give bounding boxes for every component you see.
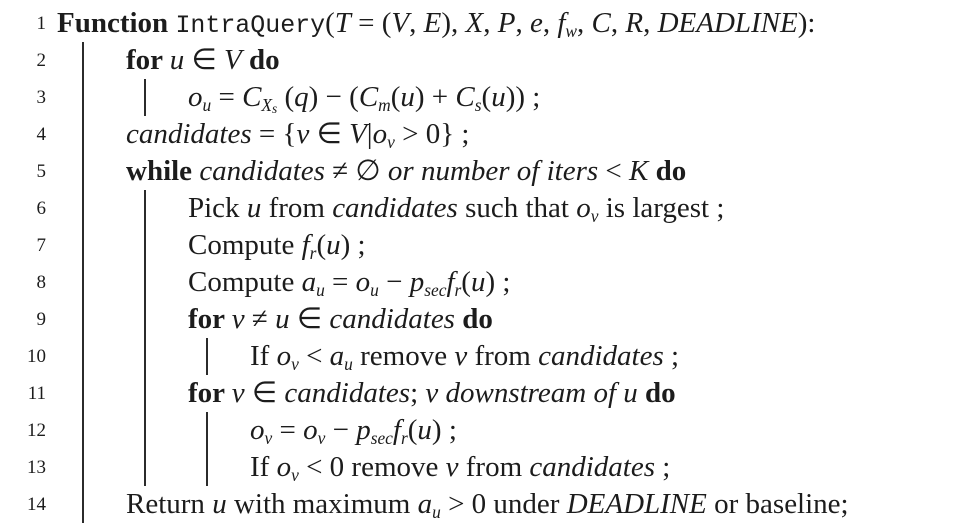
code-segment: v <box>454 340 468 372</box>
code-segment: o <box>576 192 591 224</box>
code-segment: with maximum <box>226 488 418 520</box>
code-segment: ≠ ∅ <box>324 155 388 187</box>
code-segment: f <box>446 266 455 298</box>
code-segment: f <box>557 7 566 39</box>
algorithm-line-13 <box>0 449 968 486</box>
code-segment: ( <box>325 7 335 39</box>
code-segment: = { <box>251 118 297 150</box>
code-segment: for <box>188 377 232 409</box>
code-segment: V <box>224 44 242 76</box>
code-segment: ( <box>461 266 471 298</box>
indent-pad <box>57 153 82 190</box>
code-segment: from <box>467 340 539 372</box>
block-rule <box>144 227 188 264</box>
block-rule <box>206 338 250 375</box>
code-segment: u <box>275 303 290 335</box>
code-segment: IntraQuery <box>175 12 326 40</box>
code-text <box>250 412 457 449</box>
code-segment: candidates <box>329 303 455 335</box>
line-number: 6 <box>36 198 46 219</box>
code-segment: or number of iters <box>387 155 599 187</box>
code-segment: E <box>423 7 442 39</box>
code-segment: from <box>458 451 530 483</box>
line-number: 3 <box>36 87 46 108</box>
code-segment: = <box>211 81 243 113</box>
code-text <box>188 79 540 116</box>
code-text <box>250 449 670 486</box>
code-segment: Function <box>57 7 176 39</box>
block-rule <box>82 227 144 264</box>
algorithm-line-5 <box>0 153 968 190</box>
code-segment: sec <box>370 428 393 449</box>
code-text <box>188 375 676 412</box>
block-rule <box>144 412 206 449</box>
code-segment: K <box>629 155 649 187</box>
algorithm-line-10 <box>0 338 968 375</box>
code-segment: , <box>515 7 530 39</box>
code-text <box>188 227 366 264</box>
code-segment: ) + <box>414 81 456 113</box>
code-segment: o <box>276 451 292 483</box>
code-segment: ( <box>481 81 492 113</box>
code-segment: remove <box>352 340 455 372</box>
code-segment: from <box>261 192 333 224</box>
block-rule <box>82 375 144 412</box>
algorithm-line-14 <box>0 486 968 523</box>
indent-pad <box>57 338 82 375</box>
code-segment: candidates <box>332 192 458 224</box>
code-segment: o <box>188 81 203 113</box>
code-text <box>126 486 849 523</box>
code-segment: = ( <box>350 7 392 39</box>
line-number: 2 <box>36 50 46 71</box>
code-segment: < 0 remove <box>298 451 446 483</box>
block-rule <box>82 42 126 79</box>
code-segment: u <box>370 280 379 301</box>
code-segment: candidates <box>126 118 252 150</box>
block-rule <box>144 338 206 375</box>
code-segment: do <box>454 303 493 335</box>
code-segment: , <box>577 7 592 39</box>
line-number: 11 <box>27 383 46 404</box>
code-segment: or baseline; <box>706 488 849 520</box>
code-segment: o <box>372 118 388 150</box>
code-segment: ( <box>390 81 401 113</box>
code-segment: o <box>250 414 265 446</box>
line-number: 14 <box>27 494 46 515</box>
code-segment: ) ; <box>340 229 366 261</box>
code-segment: v downstream of u <box>425 377 638 409</box>
block-rule <box>82 79 144 116</box>
code-text <box>188 264 510 301</box>
code-segment: a <box>417 488 433 520</box>
code-segment: > 0 under <box>440 488 567 520</box>
code-segment: u <box>212 488 227 520</box>
code-segment: u <box>417 414 432 446</box>
code-segment: candidates <box>284 377 411 409</box>
code-segment: DEADLINE <box>657 7 798 39</box>
code-segment: ) − ( <box>308 81 359 113</box>
code-segment: w <box>565 21 578 42</box>
code-segment: v <box>291 465 299 486</box>
code-segment: V <box>391 7 410 39</box>
block-rule <box>82 116 126 153</box>
code-segment: = <box>272 414 304 446</box>
code-segment: u <box>400 81 415 113</box>
algorithm-line-12 <box>0 412 968 449</box>
block-rule <box>82 301 144 338</box>
code-text <box>57 5 815 42</box>
code-segment: V <box>349 118 367 150</box>
line-number: 7 <box>36 235 46 256</box>
code-segment: ; <box>663 340 680 372</box>
code-segment: ; <box>410 377 426 409</box>
indent-pad <box>57 227 82 264</box>
code-segment: < <box>298 340 330 372</box>
code-segment: candidates <box>529 451 656 483</box>
code-segment: If <box>250 451 277 483</box>
code-segment: ) ; <box>431 414 457 446</box>
code-segment: u <box>202 95 212 116</box>
code-segment: )) ; <box>505 81 541 113</box>
code-text <box>126 153 686 190</box>
code-segment: is largest ; <box>598 192 725 224</box>
indent-pad <box>57 301 82 338</box>
line-number: 13 <box>27 457 46 478</box>
code-segment: o <box>303 414 318 446</box>
algorithm-line-3 <box>0 79 968 116</box>
code-segment: ∈ <box>289 303 330 335</box>
block-rule <box>206 449 250 486</box>
code-segment: u <box>432 502 441 523</box>
code-segment: − <box>378 266 410 298</box>
code-segment: v <box>445 451 459 483</box>
code-text <box>188 301 493 338</box>
code-segment: u <box>326 229 341 261</box>
code-segment: v <box>231 303 245 335</box>
code-segment: sec <box>424 280 447 301</box>
code-segment: ( <box>316 229 327 261</box>
code-segment: C <box>242 81 262 113</box>
code-segment: ∈ <box>244 377 285 409</box>
code-segment: = <box>324 266 356 298</box>
code-segment: | <box>366 118 373 150</box>
block-rule <box>144 449 206 486</box>
code-segment: s <box>474 95 482 116</box>
code-segment: P <box>497 7 516 39</box>
code-segment: a <box>301 266 317 298</box>
code-segment: C <box>455 81 475 113</box>
code-segment: ( <box>277 81 295 113</box>
code-segment: a <box>329 340 345 372</box>
code-segment: ( <box>407 414 418 446</box>
code-segment: v <box>590 206 599 227</box>
code-segment: Compute <box>188 229 302 261</box>
algorithm-line-9 <box>0 301 968 338</box>
code-segment: v <box>231 377 245 409</box>
code-segment: X <box>465 7 484 39</box>
block-rule <box>144 190 188 227</box>
code-segment: u <box>470 266 486 298</box>
line-number: 4 <box>36 124 46 145</box>
algorithm-line-1 <box>0 5 968 42</box>
code-segment: f <box>392 414 401 446</box>
code-segment: ), <box>441 7 466 39</box>
algorithm-line-7 <box>0 227 968 264</box>
code-segment: r <box>454 280 462 301</box>
code-segment: o <box>276 340 292 372</box>
code-segment: p <box>409 266 425 298</box>
algorithm-line-8 <box>0 264 968 301</box>
code-segment: q <box>294 81 309 113</box>
code-segment: ≠ <box>244 303 276 335</box>
code-segment: ) ; <box>485 266 511 298</box>
code-segment: C <box>358 81 379 113</box>
code-segment: v <box>264 428 273 449</box>
indent-pad <box>57 375 82 412</box>
code-segment: u <box>246 192 262 224</box>
block-rule <box>144 79 188 116</box>
code-segment: candidates <box>199 155 325 187</box>
code-segment: ; <box>655 451 671 483</box>
code-segment: v <box>387 132 395 153</box>
block-rule <box>144 375 188 412</box>
code-segment: while <box>126 155 200 187</box>
block-rule <box>82 486 126 523</box>
code-segment: Pick <box>188 192 247 224</box>
code-segment: for <box>126 44 170 76</box>
indent-pad <box>57 412 82 449</box>
algorithm-line-11 <box>0 375 968 412</box>
code-segment: Return <box>126 488 213 520</box>
block-rule <box>82 449 144 486</box>
code-segment: do <box>637 377 676 409</box>
code-text <box>188 190 724 227</box>
block-rule <box>144 264 188 301</box>
code-segment: Compute <box>188 266 302 298</box>
code-segment: , <box>542 7 558 39</box>
code-segment: − <box>325 414 357 446</box>
code-segment: v <box>296 118 310 150</box>
block-rule <box>82 412 144 449</box>
code-segment: , <box>610 7 626 39</box>
indent-pad <box>57 486 82 523</box>
indent-pad <box>57 264 82 301</box>
code-segment: < <box>598 155 630 187</box>
line-number: 10 <box>27 346 46 367</box>
code-segment: o <box>355 266 371 298</box>
code-text <box>126 116 469 153</box>
line-number: 1 <box>36 13 46 34</box>
code-segment: u <box>491 81 506 113</box>
code-segment: s <box>272 101 278 117</box>
block-rule <box>82 190 144 227</box>
indent-pad <box>57 79 82 116</box>
code-segment: , <box>409 7 424 39</box>
block-rule <box>144 301 188 338</box>
line-number: 8 <box>36 272 46 293</box>
algorithm-line-2 <box>0 42 968 79</box>
algorithm-line-4 <box>0 116 968 153</box>
block-rule <box>206 412 250 449</box>
line-number: 9 <box>36 309 46 330</box>
indent-pad <box>57 42 82 79</box>
code-segment: , <box>643 7 658 39</box>
code-segment: r <box>400 428 408 449</box>
code-segment: ): <box>797 7 816 39</box>
indent-pad <box>57 116 82 153</box>
code-segment: for <box>188 303 232 335</box>
code-segment: , <box>483 7 498 39</box>
algorithm-line-6 <box>0 190 968 227</box>
code-segment: e <box>529 7 543 39</box>
line-number: 5 <box>36 161 46 182</box>
code-segment: R <box>625 7 644 39</box>
indent-pad <box>57 449 82 486</box>
code-segment: such that <box>457 192 577 224</box>
code-segment: v <box>317 428 326 449</box>
code-segment: u <box>169 44 185 76</box>
code-segment: p <box>356 414 371 446</box>
code-segment: DEADLINE <box>566 488 707 520</box>
code-segment: ∈ <box>184 44 225 76</box>
code-segment: v <box>291 354 299 375</box>
line-number: 12 <box>27 420 46 441</box>
block-rule <box>82 338 144 375</box>
indent-pad <box>57 190 82 227</box>
block-rule <box>82 153 126 190</box>
block-rule <box>82 264 144 301</box>
code-segment: do <box>241 44 280 76</box>
code-text <box>250 338 679 375</box>
code-segment: X <box>261 95 273 116</box>
code-segment: ∈ <box>309 118 350 150</box>
code-segment: m <box>378 95 391 116</box>
code-segment: T <box>334 7 351 39</box>
code-segment: do <box>648 155 687 187</box>
code-segment: u <box>344 354 353 375</box>
code-segment: > 0} ; <box>394 118 470 150</box>
code-segment: r <box>309 243 317 264</box>
code-segment: C <box>591 7 611 39</box>
code-segment: u <box>316 280 325 301</box>
code-segment: f <box>301 229 310 261</box>
code-segment: candidates <box>538 340 664 372</box>
code-text <box>126 42 280 79</box>
code-segment: If <box>250 340 277 372</box>
